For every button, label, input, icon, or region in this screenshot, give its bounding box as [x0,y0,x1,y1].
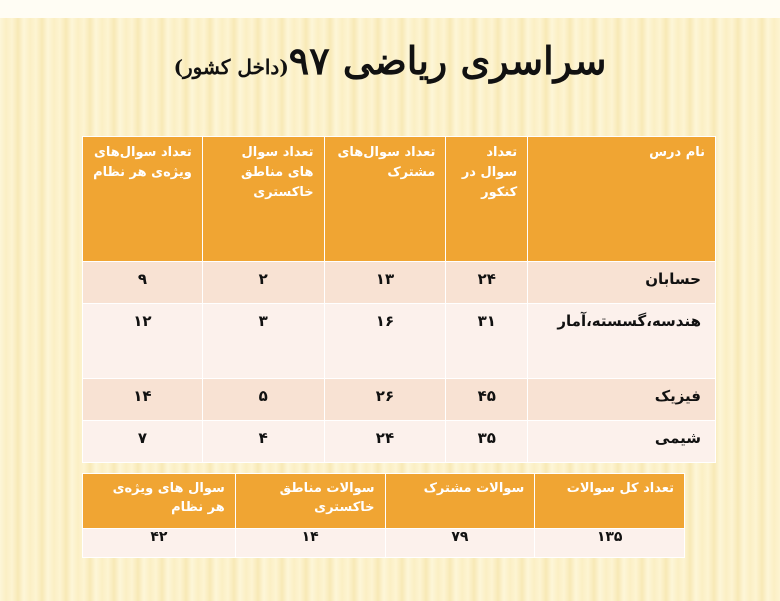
shared-cell: ۲۴ [324,421,446,463]
header-row [83,137,716,262]
header-subject-name: نام درس [528,137,716,262]
gray-zone-cell: ۵ [202,379,324,421]
gray-zone-cell: ۴ [202,421,324,463]
subject-name: فیزیک [528,379,716,421]
totals-row [83,529,685,558]
header-shared-questions: تعداد سوال‌های مشترک [324,137,446,262]
table-row [83,304,716,379]
shared-cell: ۱۶ [324,304,446,379]
header-specific-questions: تعداد سوال‌های ویژه‌ی هر نظام [83,137,203,262]
subjects-table [82,136,716,463]
gray-zone-cell: ۲ [202,262,324,304]
header-specific: سوال های ویژه‌ی هر نظام [83,474,236,529]
header-shared: سوالات مشترک [385,474,535,529]
total-cell: ۳۵ [446,421,528,463]
specific-cell: ۱۴ [83,379,203,421]
total-gray-zone-cell: ۱۴ [235,529,385,558]
table-row [83,262,716,304]
header-total-questions: تعداد سوال در کنکور [446,137,528,262]
total-cell: ۲۴ [446,262,528,304]
title-main: سراسری ریاضی ۹۷ [288,38,607,83]
total-cell: ۳۱ [446,304,528,379]
subject-name: حسابان [528,262,716,304]
table-row [83,379,716,421]
slide-title [0,38,780,83]
title-sub: (داخل کشور) [173,55,289,79]
specific-cell: ۱۲ [83,304,203,379]
specific-cell: ۹ [83,262,203,304]
header-gray-zone-questions: تعداد سوال های مناطق خاکستری [202,137,324,262]
shared-cell: ۲۶ [324,379,446,421]
table-row [83,421,716,463]
header-all-questions: تعداد کل سوالات [535,474,685,529]
specific-cell: ۷ [83,421,203,463]
subject-name: شیمی [528,421,716,463]
gray-zone-cell: ۳ [202,304,324,379]
totals-header-row [83,474,685,529]
shared-cell: ۱۳ [324,262,446,304]
subject-name: هندسه،گسسته،آمار [528,304,716,379]
header-gray-zone: سوالات مناطق خاکستری [235,474,385,529]
total-shared-cell: ۷۹ [385,529,535,558]
total-cell: ۴۵ [446,379,528,421]
total-specific-cell: ۴۲ [83,529,236,558]
totals-table [82,473,685,558]
top-band [0,0,780,18]
total-all-cell: ۱۳۵ [535,529,685,558]
